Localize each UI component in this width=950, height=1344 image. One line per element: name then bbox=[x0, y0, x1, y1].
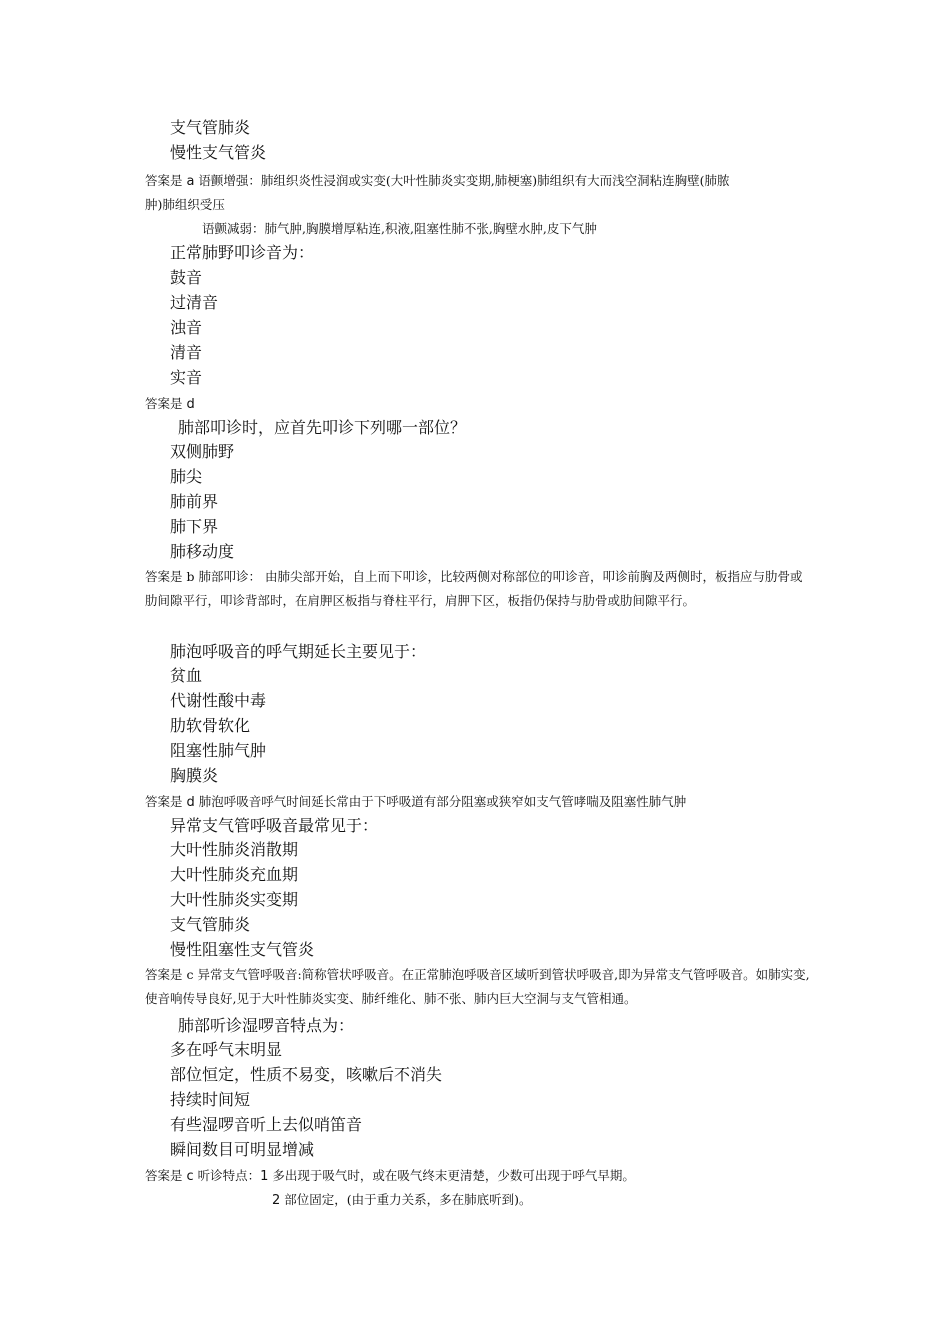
answer-line bbox=[145, 1168, 635, 1185]
option-line: 瞬间数目可明显增减 bbox=[170, 1140, 315, 1159]
option-line: 代谢性酸中毒 bbox=[170, 691, 267, 710]
answer-paragraph bbox=[145, 565, 810, 613]
option-line: 贫血 bbox=[170, 666, 203, 685]
option-line: 肋软骨软化 bbox=[170, 716, 251, 735]
answer-text: 肺泡呼吸音呼气时间延长常由于下呼吸道有部分阻塞或狭窄如支气管哮喘及阻塞性肺气肿 bbox=[194, 794, 687, 809]
option-line: 浊音 bbox=[170, 318, 203, 337]
answer-prefix: 答案是 bbox=[145, 794, 187, 809]
answer-letter: c bbox=[186, 1169, 194, 1184]
answer-line bbox=[145, 794, 686, 811]
answer-text: 肺部叩诊： 由肺尖部开始，自上而下叩诊，比较两侧对称部位的叩诊音，叩诊前胸及两侧时，板指应与肋骨或肋间隙平行，叩诊背部时，在肩胛区板指与脊柱平行，肩胛下区，板指仍保持与肋骨或肋间隙平行。 bbox=[145, 569, 803, 608]
question-line: 肺部叩诊时，应首先叩诊下列哪一部位？ bbox=[178, 418, 467, 437]
option-line: 阻塞性肺气肿 bbox=[170, 741, 267, 760]
answer-line: 肿)肺组织受压 bbox=[145, 197, 225, 212]
answer-prefix: 答案是 bbox=[145, 173, 187, 188]
answer-prefix: 答案是 bbox=[145, 1168, 187, 1183]
answer-text: 异常支气管呼吸音:简称管状呼吸音。在正常肺泡呼吸音区域听到管状呼吸音,即为异常支气管呼吸音。如肺实变,使音响传导良好,见于大叶性肺炎实变、肺纤维化、肺不张、肺内巨大空洞与支气管相通。 bbox=[145, 967, 810, 1006]
question-line: 肺部听诊湿啰音特点为： bbox=[178, 1016, 355, 1035]
option-line: 胸膜炎 bbox=[170, 766, 219, 785]
answer-paragraph bbox=[145, 963, 810, 1011]
answer-text: 听诊特点： bbox=[193, 1168, 261, 1183]
option-line: 鼓音 bbox=[170, 268, 203, 287]
answer-letter: a bbox=[186, 174, 195, 189]
answer-line bbox=[145, 396, 195, 413]
option-line: 双侧肺野 bbox=[170, 442, 235, 461]
option-line: 大叶性肺炎实变期 bbox=[170, 890, 299, 909]
option-line: 肺下界 bbox=[170, 517, 219, 536]
option-line: 支气管肺炎 bbox=[170, 915, 251, 934]
answer-line bbox=[145, 173, 730, 190]
option-line: 清音 bbox=[170, 343, 203, 362]
list-number: 1 bbox=[260, 1169, 269, 1184]
option-line: 慢性支气管炎 bbox=[170, 143, 267, 162]
option-line: 肺尖 bbox=[170, 467, 203, 486]
option-line: 实音 bbox=[170, 368, 203, 387]
answer-prefix: 答案是 bbox=[145, 569, 187, 584]
option-line: 支气管肺炎 bbox=[170, 118, 251, 137]
option-line: 部位恒定，性质不易变，咳嗽后不消失 bbox=[170, 1065, 443, 1084]
answer-line bbox=[272, 1192, 532, 1209]
list-number: 2 bbox=[272, 1193, 281, 1208]
answer-prefix: 答案是 bbox=[145, 967, 187, 982]
option-line: 大叶性肺炎消散期 bbox=[170, 840, 299, 859]
option-line: 肺前界 bbox=[170, 492, 219, 511]
option-line: 肺移动度 bbox=[170, 542, 235, 561]
answer-prefix: 答案是 bbox=[145, 396, 187, 411]
option-line: 多在呼气末明显 bbox=[170, 1040, 283, 1059]
answer-letter: d bbox=[186, 397, 195, 412]
question-line: 正常肺野叩诊音为： bbox=[170, 243, 315, 262]
answer-letter: d bbox=[186, 795, 195, 810]
question-line: 异常支气管呼吸音最常见于： bbox=[170, 816, 379, 835]
answer-letter: b bbox=[186, 569, 195, 584]
option-line: 有些湿啰音听上去似哨笛音 bbox=[170, 1115, 363, 1134]
answer-text: 多出现于吸气时，或在吸气终末更清楚，少数可出现于呼气早期。 bbox=[268, 1168, 635, 1183]
question-line: 肺泡呼吸音的呼气期延长主要见于： bbox=[170, 642, 427, 661]
option-line: 慢性阻塞性支气管炎 bbox=[170, 940, 315, 959]
option-line: 过清音 bbox=[170, 293, 219, 312]
answer-text: 语颤增强：肺组织炎性浸润或实变(大叶性肺炎实变期,肺梗塞)肺组织有大而浅空洞粘连胸壁(肺脓 bbox=[194, 173, 730, 188]
answer-text: 部位固定，(由于重力关系，多在肺底听到)。 bbox=[280, 1192, 532, 1207]
option-line: 大叶性肺炎充血期 bbox=[170, 865, 299, 884]
answer-letter: c bbox=[186, 967, 194, 982]
option-line: 持续时间短 bbox=[170, 1090, 251, 1109]
answer-line: 语颤减弱：肺气肿,胸膜增厚粘连,积液,阻塞性肺不张,胸壁水肿,皮下气肿 bbox=[202, 221, 597, 236]
